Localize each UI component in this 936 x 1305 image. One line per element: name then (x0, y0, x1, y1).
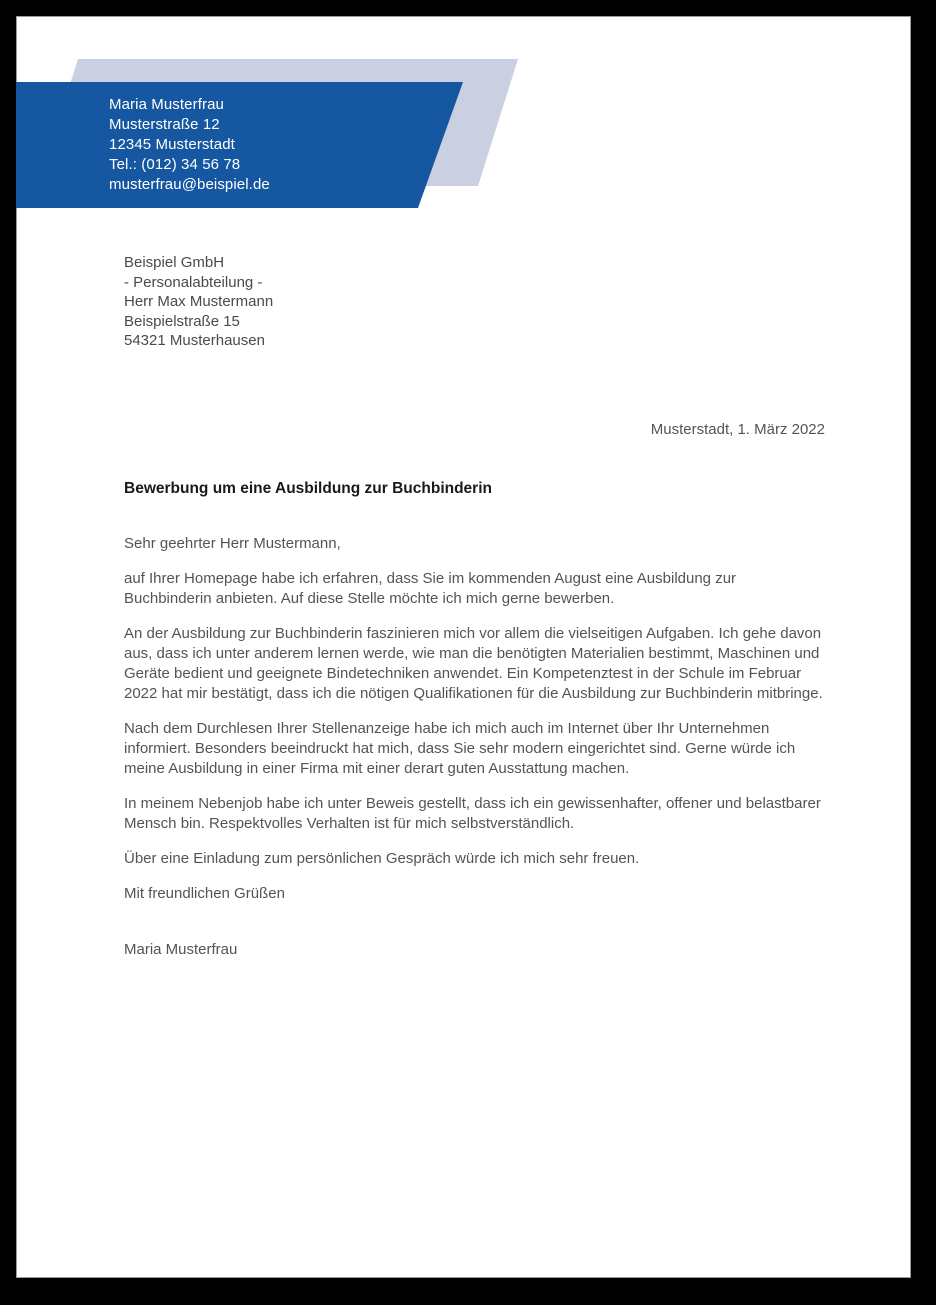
sender-street: Musterstraße 12 (109, 116, 220, 133)
date-line: Musterstadt, 1. März 2022 (650, 421, 825, 438)
body-paragraph-1: auf Ihrer Homepage habe ich erfahren, dass Sie im kommenden August eine Ausbildung zur Buchbinderin anbieten. Auf diese Stelle möchte ich mich gerne bewerben. (124, 570, 737, 607)
body-paragraph-2: An der Ausbildung zur Buchbinderin faszinieren mich vor allem die vielseitigen Aufgaben. Ich gehe davon aus, dass ich unter anderem lernen werde, wie man die benötigten Materialien bestimmt, Maschinen und Geräte bedient und geeignete Bindetechniken anwendet. Ein Kompetenztest in der Schule im Februar 2022 hat mir bestätigt, dass ich die nötigen Qualifikationen für die Ausbildung zur Buchbinderin mitbringe. (124, 625, 823, 702)
recipient-department: - Personalabteilung - (124, 273, 263, 291)
body-paragraph-3: Nach dem Durchlesen Ihrer Stellenanzeige habe ich mich auch im Internet über Ihr Unternehmen informiert. Besonders beeindruckt hat mich, dass Sie sehr modern eingerichtet sind. Gerne würde ich meine Ausbildung in einer Firma mit einer derart guten Ausstattung machen. (124, 720, 796, 777)
sender-name: Maria Musterfrau (109, 96, 224, 113)
recipient-street: Beispielstraße 15 (124, 312, 240, 330)
body-paragraph-5: Über eine Einladung zum persönlichen Gespräch würde ich mich sehr freuen. (124, 850, 640, 867)
sender-address-block (109, 95, 270, 195)
body-paragraph-4: In meinem Nebenjob habe ich unter Beweis gestellt, dass ich ein gewissenhafter, offener und belastbarer Mensch bin. Respektvolles Verhalten ist für mich selbstverständlich. (124, 795, 821, 832)
sender-city: 12345 Musterstadt (109, 136, 235, 153)
letter-page (16, 16, 911, 1278)
subject-line: Bewerbung um eine Ausbildung zur Buchbinderin (124, 480, 492, 497)
recipient-company: Beispiel GmbH (124, 254, 225, 271)
recipient-address-block (124, 253, 273, 351)
letter-body (124, 420, 825, 960)
header-banner (16, 16, 536, 226)
sender-phone: Tel.: (012) 34 56 78 (109, 156, 241, 173)
recipient-city: 54321 Musterhausen (124, 332, 265, 349)
salutation: Sehr geehrter Herr Mustermann, (124, 535, 341, 552)
signature-name: Maria Musterfrau (124, 941, 238, 958)
recipient-contact: Herr Max Mustermann (124, 293, 274, 310)
sender-email: musterfrau@beispiel.de (109, 176, 270, 193)
closing-line: Mit freundlichen Grüßen (124, 885, 285, 902)
